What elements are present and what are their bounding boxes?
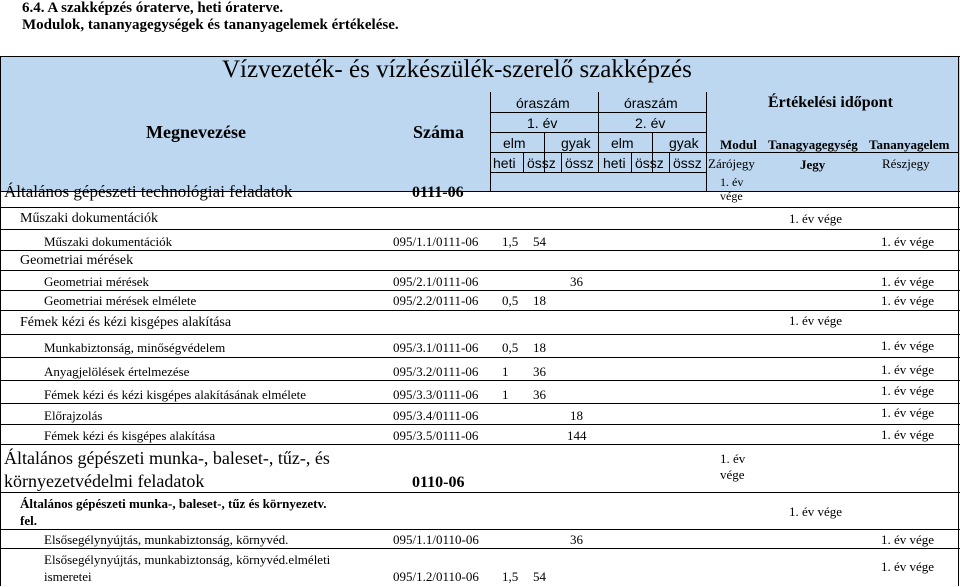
element-name: Anyagjelölések értelmezése [44,364,190,379]
weekly-header-2: heti [603,155,626,171]
year-2-header: 2. év [635,115,666,131]
rule [490,92,491,191]
rule [523,152,524,172]
unit-eval: 1. év vége [789,313,843,328]
table-title: Vízvezeték- és vízkészülék-szerelő szakképzés [222,56,692,83]
practice-hours: 36 [570,532,583,547]
element-name: Műszaki dokumentációk [44,234,173,249]
year-1-header: 1. év [527,115,558,131]
element-code: 095/2.1/0111-06 [393,274,479,289]
practice-hours: 18 [570,408,583,423]
weekly-hours: 0,5 [502,293,519,308]
element-name: Munkabiztonság, minőségvédelem [44,340,226,355]
rule [0,424,960,425]
element-code: 095/3.1/0111-06 [393,340,479,355]
unit-eval: 1. év vége [789,504,843,519]
element-name-line-2: ismeretei [44,569,92,584]
practice-header-2: gyak [669,135,699,151]
module-eval-line-1: 1. év [720,175,744,189]
element-eval: 1. év vége [881,532,935,547]
rule [0,56,1,586]
weekly-header-1: heti [493,155,516,171]
weekly-hours: 1 [502,364,509,379]
element-name: Geometriai mérések elmélete [44,293,197,308]
unit-name: Geometriai mérések [20,253,134,268]
unit-header: Tanagyagegység [768,137,858,152]
weekly-hours: 0,5 [502,340,519,355]
module-eval-line-1: 1. év [720,451,746,466]
column-header-name: Megnevezése [146,122,246,142]
module-name: Általános gépészeti technológiai feladatok [4,182,293,201]
theory-header-2: elm [611,135,634,151]
total-hours: 18 [533,340,546,355]
header-line-2: Modulok, tananyagegységek és tananyagelemek értékelése. [22,17,399,33]
practice-hours: 36 [570,274,583,289]
total-header-3: össz [635,155,664,171]
rule [0,334,960,335]
element-eval: 1. év vége [881,559,935,574]
unit-name-line-2: fel. [20,513,37,528]
rule [0,270,960,271]
unit-eval: 1. év vége [789,211,843,226]
rule [598,92,599,172]
weekly-hours: 1 [502,387,509,402]
rule [0,207,960,208]
total-hours: 54 [533,234,546,249]
unit-name: Műszaki dokumentációk [20,211,159,226]
practice-header-1: gyak [561,135,591,151]
element-eval: 1. év vége [881,383,935,398]
total-hours: 18 [533,293,546,308]
total-hours: 54 [533,569,546,584]
practice-hours: 144 [567,428,587,443]
module-header: Modul [720,137,757,152]
rule [0,548,960,549]
rule [0,403,960,404]
rule [706,92,707,191]
module-name-line-2: környezetvédelmi feladatok [4,471,205,491]
element-code: 095/3.5/0111-06 [393,428,479,443]
weekly-hours: 1,5 [502,234,519,249]
total-header-4: össz [673,155,702,171]
partial-grade-header: Részjegy [882,156,930,171]
rule [0,310,960,311]
final-grade-header: Zárójegy [708,156,755,171]
element-code: 095/1.1/0110-06 [393,532,479,547]
module-code: 0111-06 [412,184,464,201]
element-eval: 1. év vége [881,405,935,420]
element-name: Fémek kézi és kézi kisgépes alakításának elmélete [44,387,307,402]
total-header-1: össz [527,155,556,171]
unit-name-line-1: Általános gépészeti munka-, baleset-, tűz és környezetv. [20,496,327,511]
element-name: Elsősegélynyújtás, munkabiztonság, környvéd. [44,532,289,547]
total-hours: 36 [533,387,546,402]
rule [0,290,960,291]
element-code: 095/3.3/0111-06 [393,387,479,402]
rule [561,152,562,172]
theory-header-1: elm [503,135,526,151]
element-code: 095/2.2/0111-06 [393,293,479,308]
unit-name: Fémek kézi és kézi kisgépes alakítása [20,315,232,330]
header-line-1: 6.4. A szakképzés óraterve, heti óraterve. [22,0,284,16]
rule [669,152,670,172]
element-eval: 1. év vége [881,362,935,377]
element-eval: 1. év vége [881,427,935,442]
rule [490,172,706,173]
rule [0,250,960,251]
element-name: Fémek kézi és kisgépes alakítása [44,428,216,443]
element-eval: 1. év vége [881,274,935,289]
total-header-2: össz [565,155,594,171]
element-name: Geometriai mérések [44,274,150,289]
total-hours: 36 [533,364,546,379]
column-header-evaluation: Értékelési időpont [768,94,893,111]
element-eval: 1. év vége [881,234,935,249]
rule [0,357,960,358]
rule [0,229,960,230]
module-code: 0110-06 [412,474,465,491]
element-eval: 1. év vége [881,293,935,308]
module-name-line-1: Általános gépészeti munka-, baleset-, tűz-, és [4,448,330,468]
element-name: Előrajzolás [44,408,103,423]
rule [0,492,960,493]
rule [0,380,960,381]
element-name-line-1: Elsősegélynyújtás, munkabiztonság, környvéd.elméleti [44,552,331,567]
rule [958,56,959,586]
element-code: 095/3.2/0111-06 [393,364,479,379]
element-code: 095/1.1/0111-06 [393,234,479,249]
element-header: Tananyagelem [869,137,950,152]
column-header-number: Száma [413,122,464,142]
column-header-hours-2: óraszám [624,95,678,111]
column-header-hours-1: óraszám [516,95,570,111]
element-eval: 1. év vége [881,338,935,353]
grade-header: Jegy [800,157,826,172]
weekly-hours: 1,5 [502,569,519,584]
module-eval-line-2: vége [720,189,743,203]
module-eval-line-2: vége [720,467,745,482]
rule [0,529,960,530]
rule [631,152,632,172]
element-code: 095/1.2/0110-06 [393,569,479,584]
rule [0,444,960,445]
element-code: 095/3.4/0111-06 [393,408,479,423]
